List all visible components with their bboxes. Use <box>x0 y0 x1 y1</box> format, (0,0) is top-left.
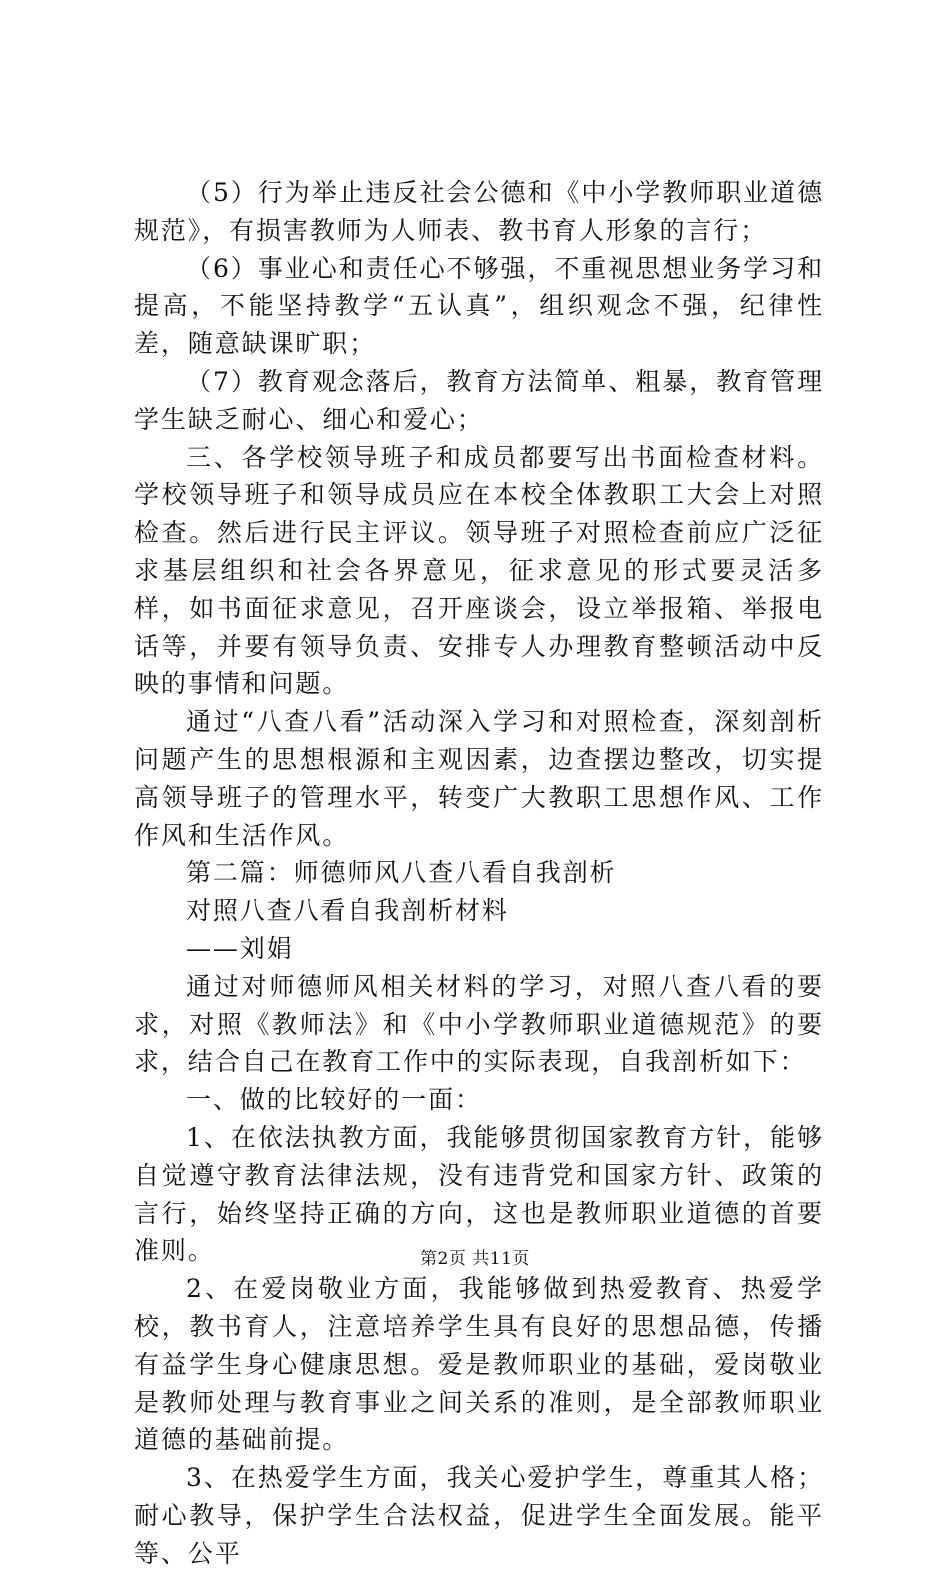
paragraph-point-2: 2、在爱岗敬业方面，我能够做到热爱教育、热爱学校，教书育人，注意培养学生具有良好的思想品德，传播有益学生身心健康思想。爱是教师职业的基础，爱岗敬业是教师处理与教育事业之间关系的准则，是全部教师职业道德的基础前提。 <box>134 1274 824 1455</box>
paragraph-item-7: （7）教育观念落后，教育方法简单、粗暴，教育管理学生缺乏耐心、细心和爱心； <box>134 366 824 434</box>
paragraph-item-6: （6）事业心和责任心不够强，不重视思想业务学习和提高，不能坚持教学“五认真”，组织观念不强，纪律性差，随意缺课旷职； <box>134 253 824 359</box>
paragraph-intro: 通过对师德师风相关材料的学习，对照八查八看的要求，对照《教师法》和《中小学教师职业道德规范》的要求，结合自己在教育工作中的实际表现，自我剖析如下： <box>134 971 824 1077</box>
paragraph-point-3: 3、在热爱学生方面，我关心爱护学生，尊重其人格；耐心教导，保护学生合法权益，促进学生全面发展。能平等、公平 <box>134 1463 824 1568</box>
paragraph-point-1: 1、在依法执教方面，我能够贯彻国家教育方针，能够自觉遵守教育法律法规，没有违背党和国家方针、政策的言行，始终坚持正确的方向，这也是教师职业道德的首要准则。 <box>134 1122 824 1266</box>
document-title: 对照八查八看自我剖析材料 <box>186 896 509 926</box>
paragraph-summary: 通过“八查八看”活动深入学习和对照检查，深刻剖析问题产生的思想根源和主观因素，边查摆边整改，切实提高领导班子的管理水平，转变广大教职工思想作风、工作作风和生活作风。 <box>134 707 824 850</box>
chapter-heading: 第二篇：师德师风八查八看自我剖析 <box>186 858 617 888</box>
paragraph-item-5: （5）行为举止违反社会公德和《中小学教师职业道德规范》，有损害教师为人师表、教书育人形象的言行； <box>134 178 824 245</box>
page-footer: 第2页 共11页 <box>420 1249 530 1269</box>
author-line: ——刘娟 <box>186 933 294 963</box>
document-body <box>134 174 824 1572</box>
section-heading-strengths: 一、做的比较好的一面： <box>186 1085 482 1115</box>
paragraph-section-three: 三、各学校领导班子和成员都要写出书面检查材料。学校领导班子和领导成员应在本校全体教职工大会上对照检查。然后进行民主评议。领导班子对照检查前应广泛征求基层组织和社会各界意见，征求意见的形式要灵活多样，如书面征求意见，召开座谈会，设立举报箱、举报电话等，并要有领导负责、安排专人办理教育整顿活动中反映的事情和问题。 <box>134 442 824 699</box>
